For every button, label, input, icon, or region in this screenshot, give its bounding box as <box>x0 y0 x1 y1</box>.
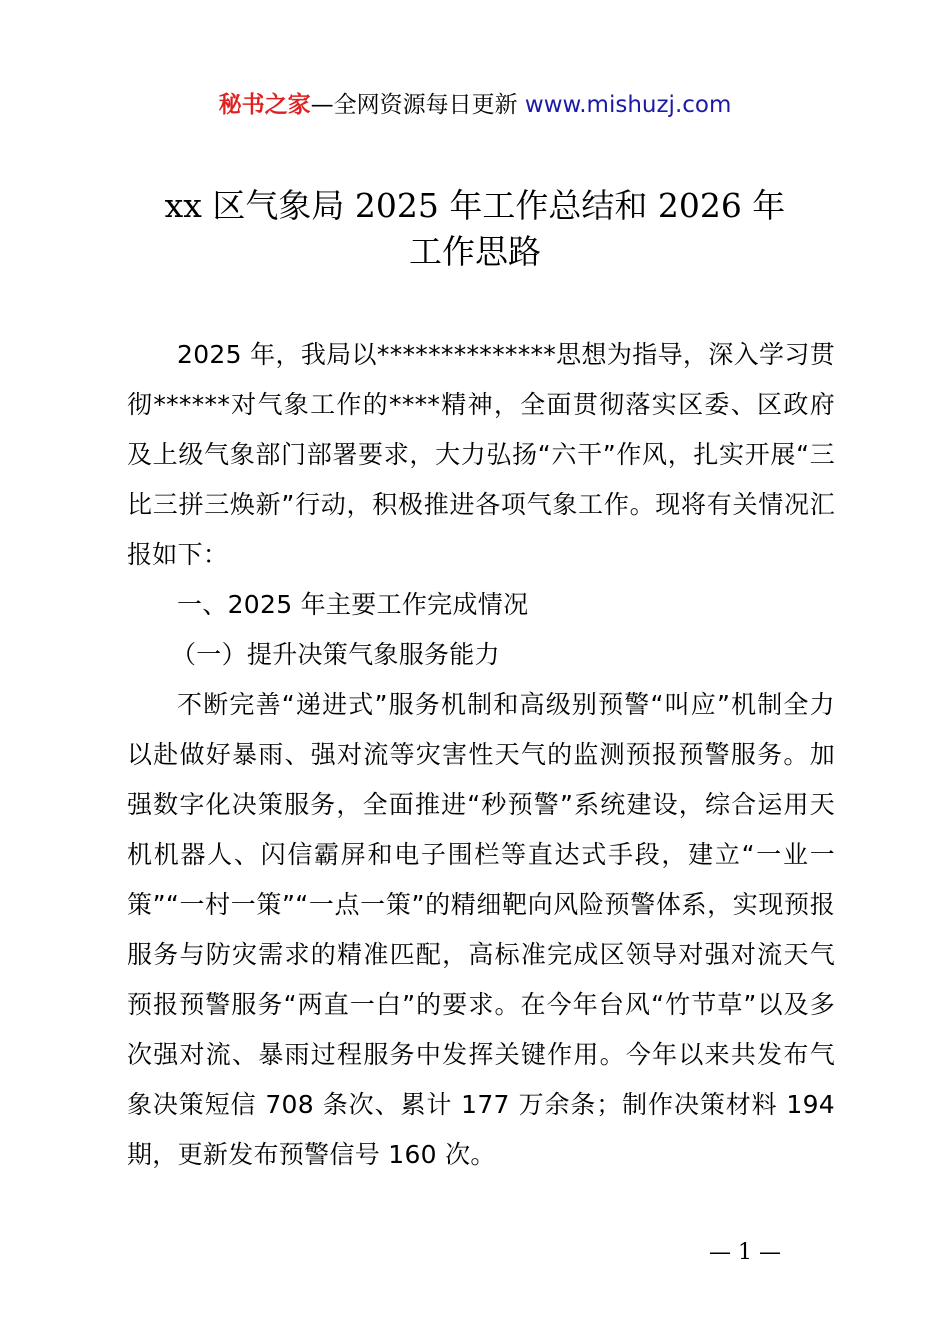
intro-paragraph: 2025 年，我局以**************思想为指导，深入学习贯彻******对气象工作的****精神，全面贯彻落实区委、区政府及上级气象部门部署要求，大力弘扬“六干”作风，扎实开展“三比三拼三焕新”行动，积极推进各项气象工作。现将有关情况汇报如下： <box>127 340 835 569</box>
document-body <box>127 330 835 1180</box>
brand-name: 秘书之家 <box>218 92 311 118</box>
subsection-paragraph: 不断完善“递进式”服务机制和高级别预警“叫应”机制全力以赴做好暴雨、强对流等灾害性天气的监测预报预警服务。加强数字化决策服务，全面推进“秒预警”系统建设，综合运用天机机器人、闪信霸屏和电子围栏等直达式手段，建立“一业一策”“一村一策”“一点一策”的精细靶向风险预警体系，实现预报服务与防灾需求的精准匹配，高标准完成区领导对强对流天气预报预警服务“两直一白”的要求。在今年台风“竹节草”以及多次强对流、暴雨过程服务中发挥关键作用。今年以来共发布气象决策短信 708 条次、累计 177 万余条；制作决策材料 194 期，更新发布预警信号 160 次。 <box>127 690 835 1169</box>
title-line-1: xx 区气象局 2025 年工作总结和 2026 年 <box>164 186 786 225</box>
site-url-link[interactable]: www.mishuzj.com <box>524 92 732 118</box>
subsection-heading: （一）提升决策气象服务能力 <box>171 640 500 669</box>
section-heading: 一、2025 年主要工作完成情况 <box>177 590 529 619</box>
title-line-2: 工作思路 <box>409 232 541 271</box>
page-number: — 1 — <box>709 1240 781 1265</box>
banner-tagline: —全网资源每日更新 <box>310 92 525 118</box>
document-title <box>0 183 950 275</box>
site-banner <box>0 88 950 122</box>
